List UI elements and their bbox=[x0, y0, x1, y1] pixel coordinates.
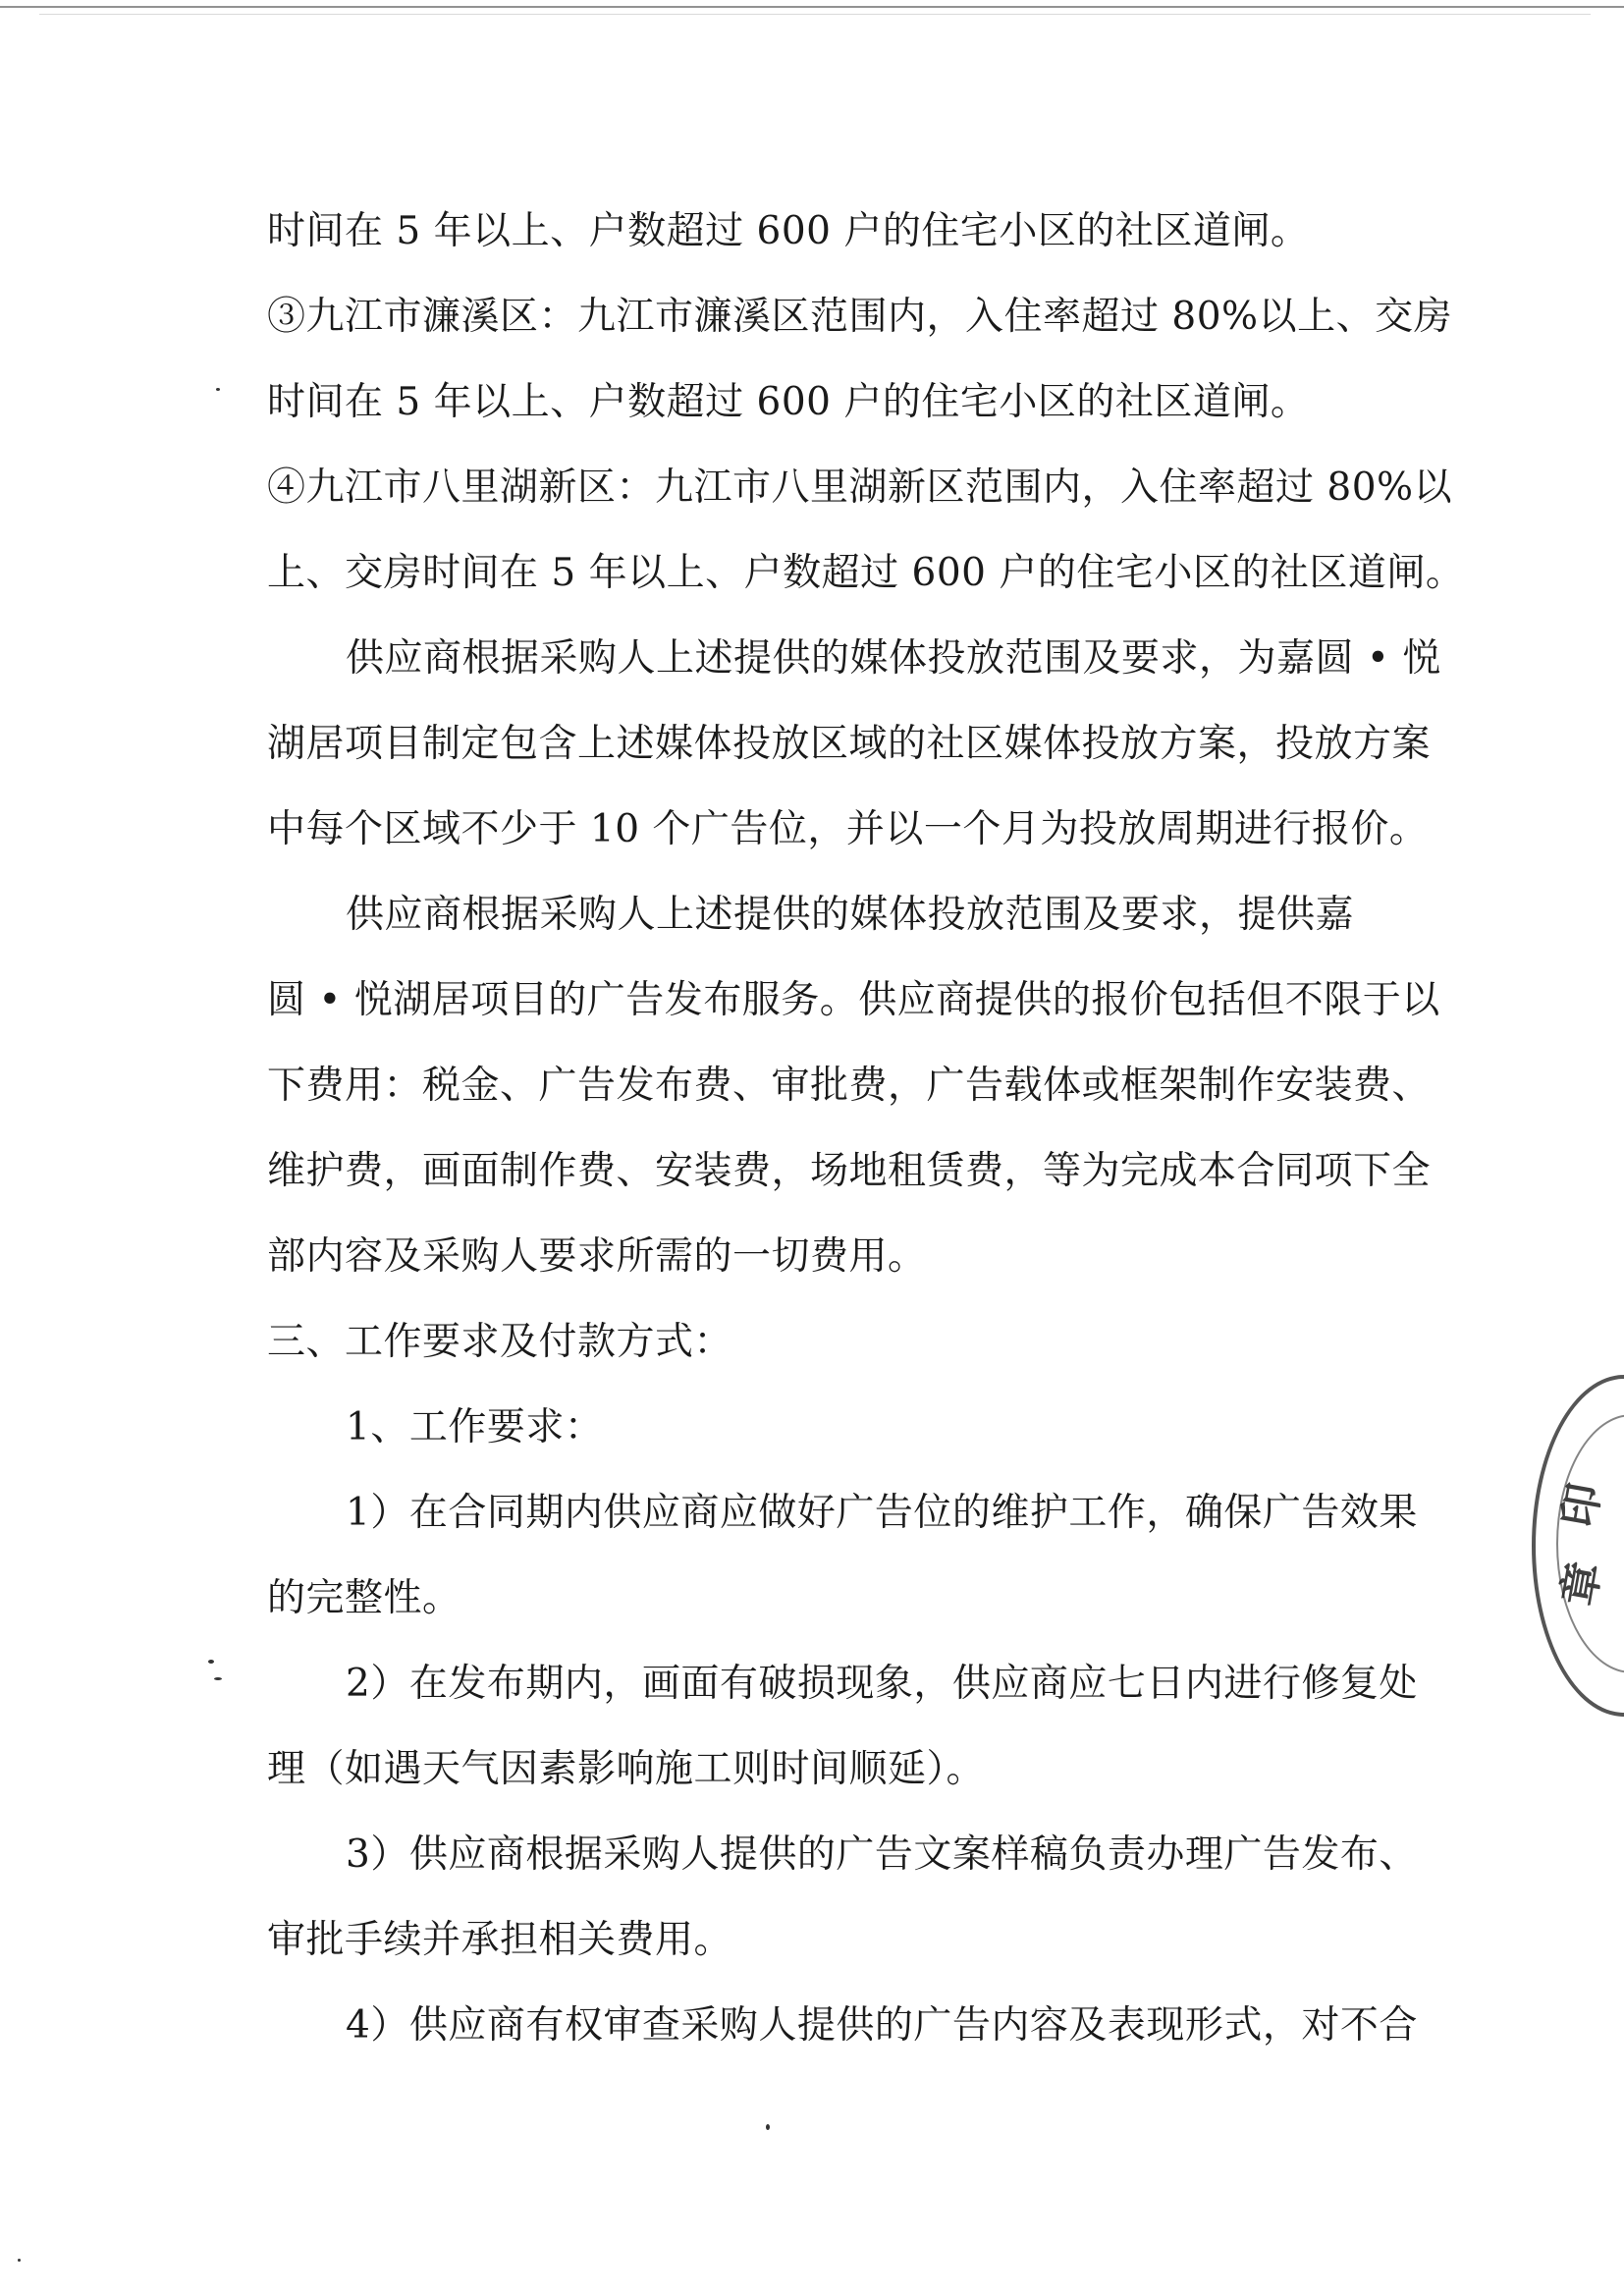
text-line: 下费用：税金、广告发布费、审批费，广告载体或框架制作安装费、 bbox=[267, 1064, 1432, 1108]
scan-speck bbox=[216, 388, 220, 391]
scan-speck bbox=[214, 1677, 222, 1680]
text-line: 上、交房时间在 5 年以上、户数超过 600 户的住宅小区的社区道闸。 bbox=[267, 551, 1465, 595]
scan-edge-line bbox=[0, 6, 1624, 8]
subsection-heading: 1、工作要求： bbox=[346, 1405, 604, 1449]
paragraph-start: 供应商根据采购人上述提供的媒体投放范围及要求，提供嘉 bbox=[346, 893, 1355, 937]
text-line: 部内容及采购人要求所需的一切费用。 bbox=[267, 1234, 927, 1279]
scan-speck bbox=[208, 1660, 214, 1664]
list-item: 4）供应商有权审查采购人提供的广告内容及表现形式，对不合 bbox=[346, 2003, 1418, 2048]
scan-edge-line-faint bbox=[39, 14, 1591, 15]
text-line: 的完整性。 bbox=[267, 1576, 461, 1620]
text-line: 审批手续并承担相关费用。 bbox=[267, 1918, 733, 1962]
section-heading: 三、工作要求及付款方式： bbox=[267, 1320, 733, 1364]
text-line: 圆 • 悦湖居项目的广告发布服务。供应商提供的报价包括但不限于以 bbox=[267, 978, 1440, 1022]
scan-speck bbox=[18, 2259, 21, 2262]
text-line: 理（如遇天气因素影响施工则时间顺延）。 bbox=[267, 1747, 986, 1791]
text-line: ④九江市八里湖新区：九江市八里湖新区范围内，入住率超过 80%以 bbox=[267, 465, 1453, 510]
list-item: 1）在合同期内供应商应做好广告位的维护工作，确保广告效果 bbox=[346, 1491, 1418, 1535]
text-line: ③九江市濂溪区：九江市濂溪区范围内，入住率超过 80%以上、交房 bbox=[267, 295, 1453, 339]
list-item: 2）在发布期内，画面有破损现象，供应商应七日内进行修复处 bbox=[346, 1662, 1418, 1706]
text-line: 湖居项目制定包含上述媒体投放区域的社区媒体投放方案，投放方案 bbox=[267, 722, 1432, 766]
list-item: 3）供应商根据采购人提供的广告文案样稿负责办理广告发布、 bbox=[346, 1832, 1418, 1877]
seal-glyph: 章 bbox=[1553, 1558, 1611, 1610]
scan-speck bbox=[766, 2124, 770, 2130]
text-line: 时间在 5 年以上、户数超过 600 户的住宅小区的社区道闸。 bbox=[267, 209, 1310, 253]
text-line: 维护费，画面制作费、安装费，场地租赁费，等为完成本合同项下全 bbox=[267, 1149, 1432, 1193]
paragraph-start: 供应商根据采购人上述提供的媒体投放范围及要求，为嘉圆 • 悦 bbox=[346, 636, 1441, 681]
seal-glyph: 印 bbox=[1553, 1479, 1611, 1531]
text-line: 时间在 5 年以上、户数超过 600 户的住宅小区的社区道闸。 bbox=[267, 380, 1310, 424]
text-line: 中每个区域不少于 10 个广告位，并以一个月为投放周期进行报价。 bbox=[267, 807, 1429, 851]
